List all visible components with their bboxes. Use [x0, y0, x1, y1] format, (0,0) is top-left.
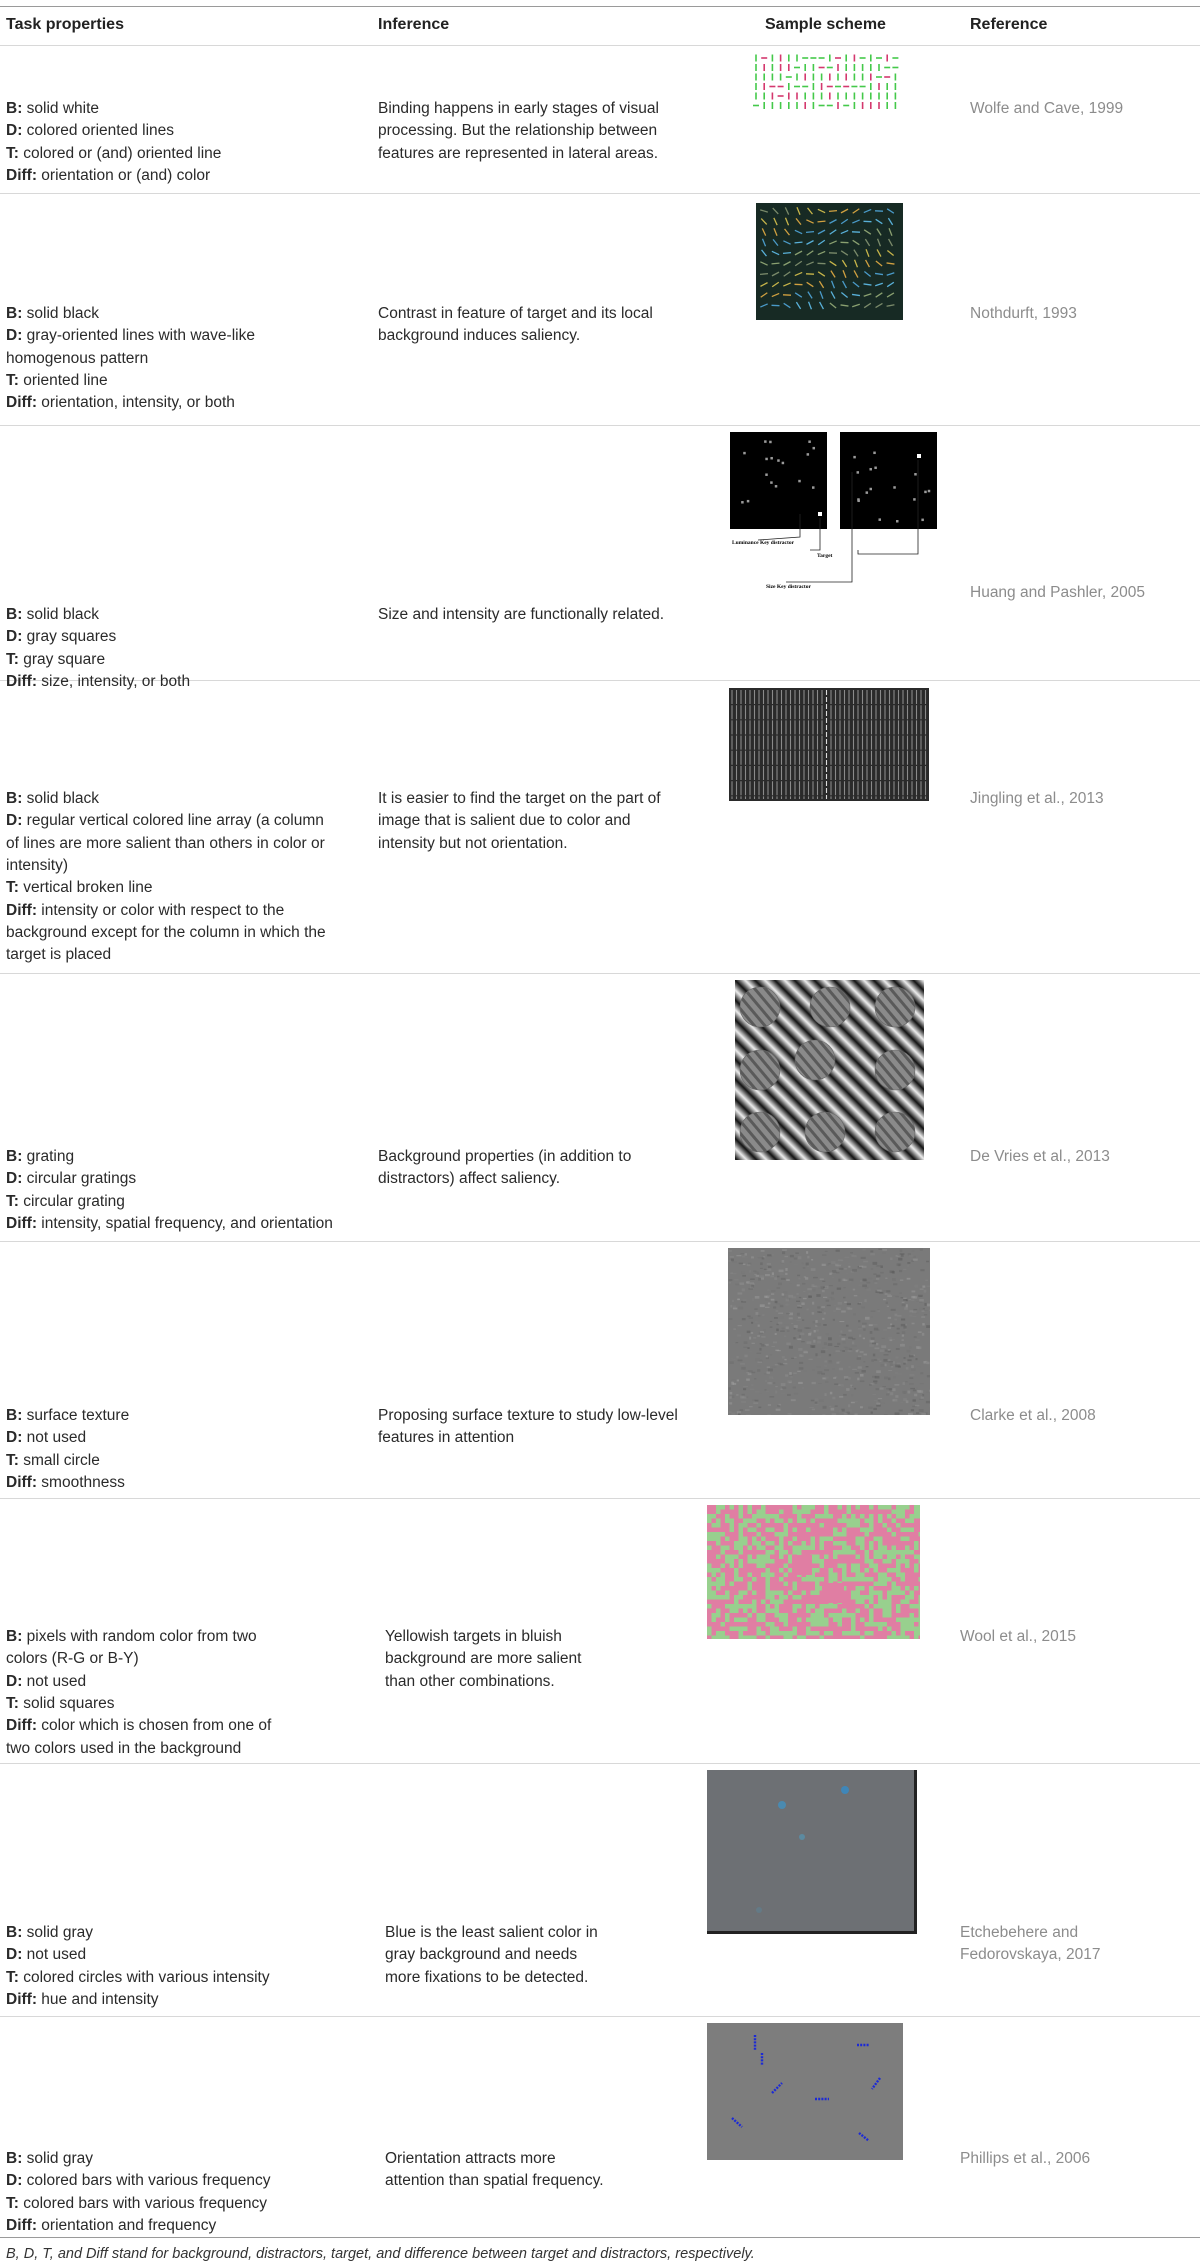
- sample-scheme-wave-lines: [756, 203, 903, 320]
- task-property-line: [6, 1405, 129, 1427]
- row-rule: [0, 973, 1200, 974]
- inference-line: features in attention: [378, 1429, 515, 1447]
- property-key: Diff:: [6, 166, 37, 184]
- task-property-line: [6, 1472, 125, 1494]
- property-key: T:: [6, 144, 19, 162]
- inference-line: gray background and needs: [385, 1946, 578, 1964]
- table-top-rule: [0, 6, 1200, 7]
- property-key: T:: [6, 371, 19, 389]
- sample-scheme-gratings: [735, 980, 924, 1160]
- property-key: D:: [6, 812, 23, 830]
- inference-line: It is easier to find the target on the part of: [378, 790, 661, 807]
- inference-line: attention than spatial frequency.: [385, 2172, 604, 2190]
- task-property-line: [6, 303, 99, 325]
- inference-line: image that is salient due to color and: [378, 812, 631, 830]
- task-property-line: [6, 2170, 270, 2192]
- property-value: target is placed: [6, 946, 112, 964]
- sample-scheme-colored-bars: [707, 2023, 903, 2160]
- task-property-line: [6, 1191, 125, 1213]
- property-key: B:: [6, 1407, 23, 1424]
- inference-line: features are represented in lateral areas.: [378, 144, 659, 162]
- row-rule: [0, 425, 1200, 426]
- task-property-line: [6, 855, 68, 877]
- property-value: size, intensity, or both: [37, 672, 191, 690]
- row-rule: [0, 1498, 1200, 1499]
- task-property-line: [6, 325, 255, 347]
- task-property-line: [6, 2193, 267, 2215]
- property-value: two colors used in the background: [6, 1739, 242, 1757]
- inference-line: Background properties (in addition to: [378, 1148, 632, 1165]
- property-key: Diff:: [6, 1473, 37, 1491]
- property-value: homogenous pattern: [6, 349, 149, 367]
- inference-line: background are more salient: [385, 1650, 582, 1668]
- task-property-line: [6, 1626, 257, 1648]
- task-property-line: [6, 922, 326, 944]
- property-value: not used: [22, 1946, 87, 1964]
- inference-line: Size and intensity are functionally related.: [378, 606, 665, 623]
- inference-line: intensity but not orientation.: [378, 834, 568, 852]
- task-property-line: [6, 2215, 216, 2237]
- inference-line: background induces saliency.: [378, 327, 581, 345]
- sample-scheme-surface-texture: [728, 1248, 930, 1415]
- property-key: Diff:: [6, 394, 37, 412]
- svg-text:Target: Target: [817, 553, 833, 559]
- task-property-line: [6, 944, 111, 966]
- property-value: pixels with random color from two: [22, 1628, 257, 1645]
- property-key: B:: [6, 1148, 23, 1165]
- property-value: colored or (and) oriented line: [18, 144, 222, 162]
- property-key: D:: [6, 1429, 23, 1447]
- property-value: oriented line: [18, 371, 108, 389]
- property-value: smoothness: [37, 1473, 125, 1491]
- task-property-line: [6, 392, 235, 414]
- task-property-line: [6, 900, 284, 922]
- property-value: orientation and frequency: [37, 2216, 217, 2234]
- reference-line: Huang and Pashler, 2005: [970, 584, 1145, 601]
- property-key: T:: [6, 1451, 19, 1469]
- task-property-line: [6, 671, 190, 693]
- task-property-line: [6, 1715, 271, 1737]
- property-value: grating: [22, 1148, 75, 1165]
- property-key: D:: [6, 1672, 23, 1690]
- task-property-line: [6, 1168, 136, 1190]
- property-key: Diff:: [6, 901, 37, 919]
- task-property-line: [6, 1989, 159, 2011]
- property-value: intensity or color with respect to the: [37, 901, 285, 919]
- reference-line: Wool et al., 2015: [960, 1628, 1077, 1645]
- property-value: solid squares: [18, 1694, 115, 1712]
- task-property-line: [6, 1671, 86, 1693]
- property-key: B:: [6, 1628, 23, 1645]
- property-value: colored bars with various frequency: [18, 2194, 268, 2212]
- property-value: intensity, spatial frequency, and orientation: [37, 1214, 333, 1232]
- property-key: B:: [6, 100, 23, 117]
- property-key: B:: [6, 305, 23, 322]
- property-value: small circle: [18, 1451, 100, 1469]
- property-value: solid black: [22, 790, 100, 807]
- property-value: gray-oriented lines with wave-like: [22, 327, 255, 345]
- property-value: color which is chosen from one of: [37, 1717, 272, 1735]
- inference-line: Proposing surface texture to study low-level: [378, 1407, 678, 1424]
- task-property-line: [6, 120, 174, 142]
- property-key: D:: [6, 1946, 23, 1964]
- task-property-line: [6, 833, 325, 855]
- inference-line: than other combinations.: [385, 1672, 555, 1690]
- property-key: D:: [6, 122, 23, 140]
- task-property-line: [6, 1648, 139, 1670]
- task-property-line: [6, 1693, 115, 1715]
- property-key: D:: [6, 628, 23, 646]
- reference-line: Wolfe and Cave, 1999: [970, 100, 1124, 117]
- header-sample-scheme: Sample scheme: [765, 16, 886, 33]
- property-key: Diff:: [6, 2216, 37, 2234]
- inference-line: Yellowish targets in bluish: [385, 1628, 562, 1645]
- task-property-line: [6, 370, 108, 392]
- property-key: T:: [6, 1192, 19, 1210]
- sample-scheme-line-array: [729, 688, 929, 801]
- table-footnote: B, D, T, and Diff stand for background, distractors, target, and difference between target and distractors, respectively.: [6, 2246, 755, 2262]
- row-rule: [0, 1763, 1200, 1764]
- task-property-line: [6, 348, 148, 370]
- reference-line: Jingling et al., 2013: [970, 790, 1104, 807]
- property-value: gray square: [18, 650, 106, 668]
- task-property-line: [6, 165, 210, 187]
- property-value: surface texture: [22, 1407, 130, 1424]
- task-property-line: [6, 143, 221, 165]
- property-value: circular grating: [18, 1192, 125, 1210]
- property-value: colored circles with various intensity: [18, 1968, 270, 1986]
- header-rule: [0, 45, 1200, 46]
- property-value: gray squares: [22, 628, 117, 646]
- task-property-line: [6, 1738, 241, 1760]
- table-bottom-rule: [0, 2237, 1200, 2238]
- svg-text:Luminance Key distractor: Luminance Key distractor: [732, 540, 795, 546]
- property-key: B:: [6, 790, 23, 807]
- property-value: not used: [22, 1429, 87, 1447]
- inference-line: processing. But the relationship between: [378, 122, 658, 140]
- property-key: T:: [6, 1968, 19, 1986]
- inference-line: Binding happens in early stages of visual: [378, 100, 659, 117]
- reference-line: Fedorovskaya, 2017: [960, 1946, 1101, 1964]
- task-property-line: [6, 626, 116, 648]
- row-rule: [0, 1241, 1200, 1242]
- property-value: colored oriented lines: [22, 122, 175, 140]
- inference-line: Contrast in feature of target and its local: [378, 305, 653, 322]
- property-value: solid black: [22, 606, 100, 623]
- property-key: T:: [6, 650, 19, 668]
- property-key: B:: [6, 2150, 23, 2167]
- property-value: background except for the column in which the: [6, 923, 326, 941]
- property-value: of lines are more salient than others in color or: [6, 834, 325, 852]
- property-key: Diff:: [6, 1717, 37, 1735]
- property-value: solid gray: [22, 2150, 94, 2167]
- reference-line: Nothdurft, 1993: [970, 305, 1077, 322]
- property-value: intensity): [6, 856, 69, 874]
- property-value: colored bars with various frequency: [22, 2172, 271, 2190]
- task-property-line: [6, 98, 99, 120]
- property-key: D:: [6, 327, 23, 345]
- inference-line: Blue is the least salient color in: [385, 1924, 598, 1941]
- sample-scheme-random-pixels: [707, 1505, 920, 1639]
- property-value: colors (R-G or B-Y): [6, 1650, 139, 1668]
- property-value: solid white: [22, 100, 100, 117]
- property-key: T:: [6, 879, 19, 897]
- task-property-line: [6, 1944, 86, 1966]
- reference-line: Phillips et al., 2006: [960, 2150, 1091, 2167]
- sample-scheme-gray-circles: [707, 1770, 917, 1934]
- reference-line: Etchebehere and: [960, 1924, 1079, 1941]
- task-property-line: [6, 2148, 93, 2170]
- property-value: solid black: [22, 305, 100, 322]
- sample-scheme-gray-squares: [730, 432, 940, 602]
- property-key: Diff:: [6, 1214, 37, 1232]
- task-property-line: [6, 1146, 74, 1168]
- reference-line: Clarke et al., 2008: [970, 1407, 1096, 1424]
- task-property-line: [6, 1967, 270, 1989]
- property-value: not used: [22, 1672, 87, 1690]
- property-key: Diff:: [6, 1990, 37, 2008]
- property-key: B:: [6, 606, 23, 623]
- task-property-line: [6, 649, 105, 671]
- reference-line: De Vries et al., 2013: [970, 1148, 1110, 1165]
- property-key: T:: [6, 1694, 19, 1712]
- property-key: T:: [6, 2194, 19, 2212]
- property-value: circular gratings: [22, 1170, 137, 1188]
- sample-scheme-oriented-lines: [752, 52, 902, 114]
- inference-line: more fixations to be detected.: [385, 1968, 589, 1986]
- property-value: solid gray: [22, 1924, 94, 1941]
- task-property-line: [6, 1213, 333, 1235]
- row-rule: [0, 2016, 1200, 2017]
- property-key: D:: [6, 1170, 23, 1188]
- property-value: vertical broken line: [18, 879, 153, 897]
- property-key: Diff:: [6, 672, 37, 690]
- task-property-line: [6, 1450, 100, 1472]
- property-value: orientation, intensity, or both: [37, 394, 235, 412]
- task-property-line: [6, 810, 324, 832]
- header-inference: Inference: [378, 16, 450, 33]
- inference-line: Orientation attracts more: [385, 2150, 556, 2167]
- task-property-line: [6, 877, 152, 899]
- property-value: regular vertical colored line array (a column: [22, 812, 324, 830]
- svg-text:Size Key distractor: Size Key distractor: [766, 584, 811, 590]
- property-key: B:: [6, 1924, 23, 1941]
- inference-line: distractors) affect saliency.: [378, 1170, 561, 1188]
- row-rule: [0, 193, 1200, 194]
- header-reference: Reference: [970, 16, 1048, 33]
- task-property-line: [6, 1427, 86, 1449]
- property-value: hue and intensity: [37, 1990, 159, 2008]
- header-task-properties: Task properties: [6, 16, 124, 33]
- task-property-line: [6, 604, 99, 626]
- task-property-line: [6, 788, 99, 810]
- property-value: orientation or (and) color: [37, 166, 211, 184]
- task-property-line: [6, 1922, 93, 1944]
- property-key: D:: [6, 2172, 23, 2190]
